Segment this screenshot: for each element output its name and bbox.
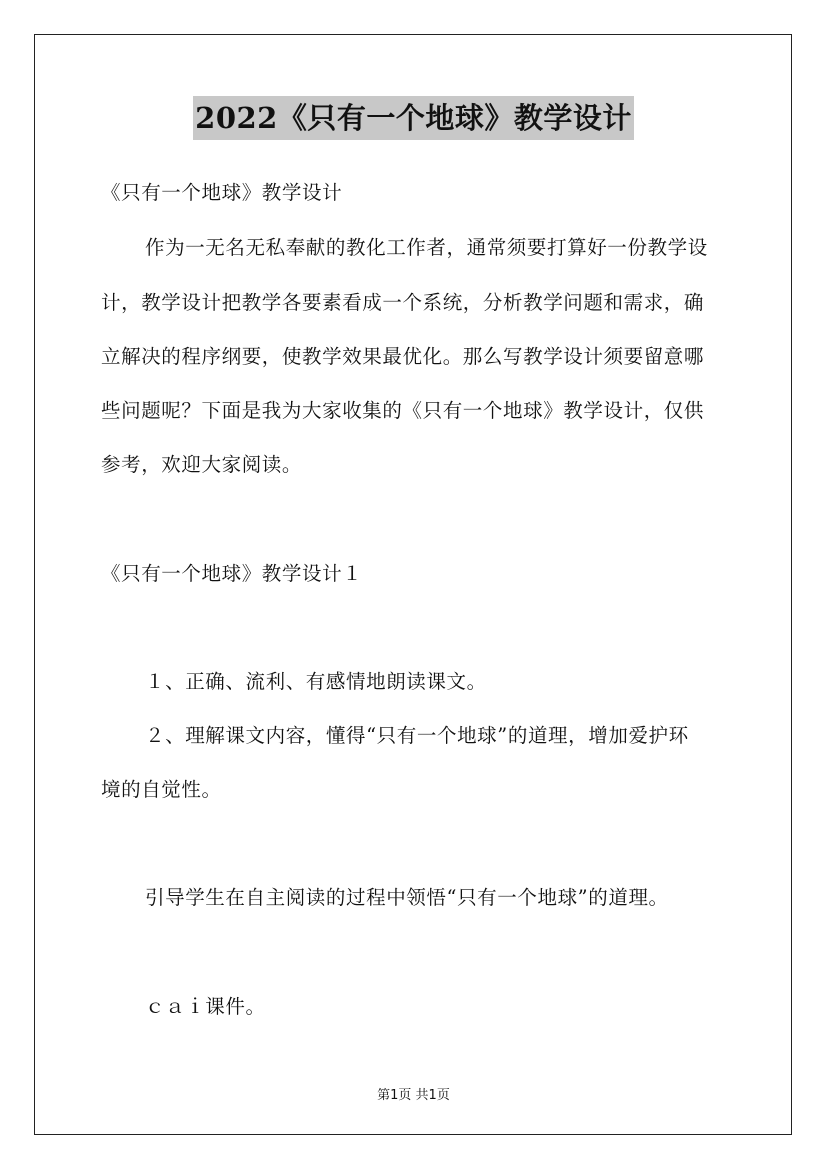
objective-item: ２、理解课文内容，懂得“只有一个地球”的道理，增加爱护环 (145, 724, 689, 747)
paragraph-line: 计，教学设计把教学各要素看成一个系统，分析教学问题和需求，确 (101, 291, 705, 314)
objective-item-continued: 境的自觉性。 (101, 778, 222, 801)
paragraph-line: 立解决的程序纲要，使教学效果最优化。那么写教学设计须要留意哪 (101, 345, 705, 368)
section-heading: 《只有一个地球》教学设计１ (101, 562, 363, 585)
paragraph-line: 些问题呢？下面是我为大家收集的《只有一个地球》教学设计，仅供 (101, 399, 705, 422)
paragraph-line: 参考，欢迎大家阅读。 (101, 453, 303, 476)
document-title: 2022《只有一个地球》教学设计 (193, 96, 634, 140)
page-footer: 第1页 共1页 (377, 1088, 450, 1103)
objective-item: １、正确、流利、有感情地朗读课文。 (145, 670, 487, 693)
focus-paragraph: 引导学生在自主阅读的过程中领悟“只有一个地球”的道理。 (145, 886, 669, 909)
title-container (0, 96, 827, 140)
paragraph-line: 作为一无名无私奉献的教化工作者，通常须要打算好一份教学设 (145, 236, 708, 259)
intro-heading: 《只有一个地球》教学设计 (101, 181, 343, 204)
materials-paragraph: ｃａｉ课件。 (145, 995, 266, 1018)
